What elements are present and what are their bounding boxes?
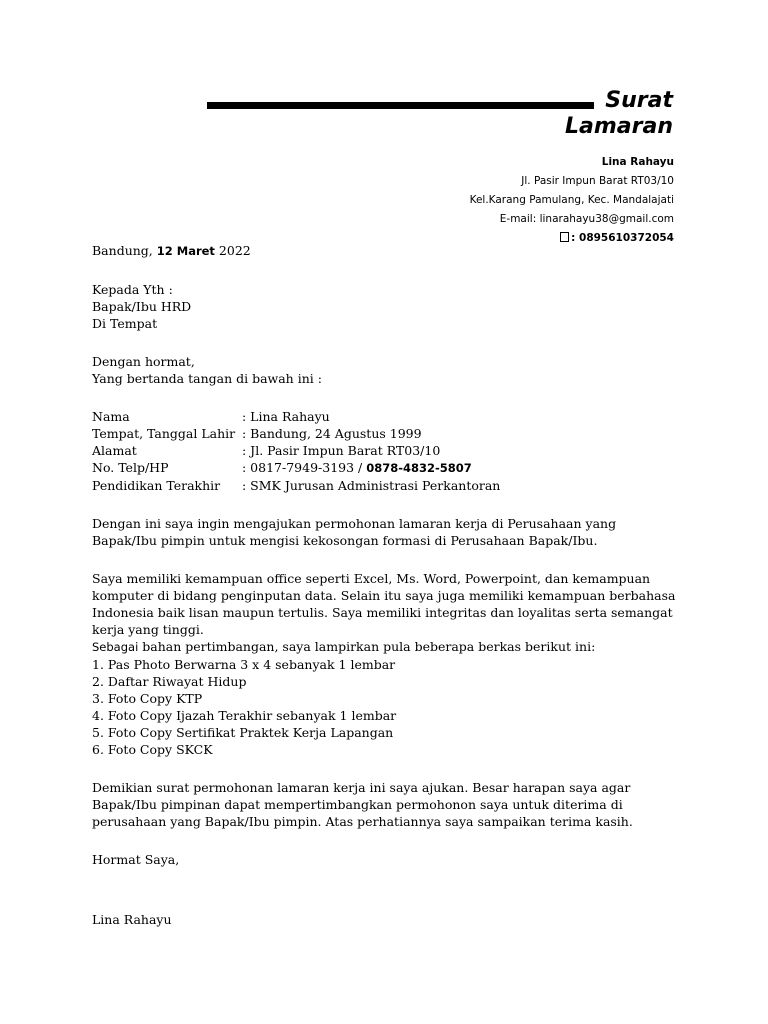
field-row [92,442,682,459]
field-row [92,425,682,442]
phone-value-1: : 0817-7949-3193 / [242,460,367,475]
field-row [92,408,682,425]
paragraph-2-line-4: kerja yang tinggi. [92,622,204,637]
list-item: 2. Daftar Riwayat Hidup [92,674,247,689]
list-item: 3. Foto Copy KTP [92,691,203,706]
field-row [92,477,682,494]
applicant-fields [92,408,682,494]
phone-value-2: 0878-4832-5807 [366,461,472,475]
recipient-line-1: Kepada Yth : [92,282,173,297]
paragraph-3-rest: bahan pertimbangan, saya lampirkan pula beberapa berkas berikut ini: [138,639,596,654]
field-label: Tempat, Tanggal Lahir [92,426,236,441]
date-value: 12 Maret [156,244,215,258]
paragraph-1-line-2: Bapak/Ibu pimpin untuk mengisi kekosongan formasi di Perusahaan Bapak/Ibu. [92,533,598,548]
title-bar [207,102,594,109]
attachment-list [92,656,682,758]
field-row [92,459,682,477]
sender-address-1: Jl. Pasir Impun Barat RT03/10 [521,175,674,187]
field-value: : Lina Rahayu [242,409,330,424]
recipient-line-2: Bapak/Ibu HRD [92,299,192,314]
phone-icon [560,232,569,242]
sign-off: Hormat Saya, [92,852,180,867]
list-item: 6. Foto Copy SKCK [92,742,213,757]
list-item: 5. Foto Copy Sertifikat Praktek Kerja Lapangan [92,725,394,740]
field-value: : Jl. Pasir Impun Barat RT03/10 [242,443,441,458]
field-label: No. Telp/HP [92,460,169,475]
paragraph-2-line-2: komputer di bidang penginputan data. Selain itu saya juga memiliki kemampuan berbahasa [92,588,676,603]
document-title [565,88,673,140]
greeting: Dengan hormat, [92,354,195,369]
field-label: Nama [92,409,130,424]
closing-line-3: perusahaan yang Bapak/Ibu pimpin. Atas perhatiannya saya sampaikan terima kasih. [92,814,633,829]
closing-line-2: Bapak/Ibu pimpinan dapat mempertimbangkan permohonon saya untuk diterima di [92,797,623,812]
list-item: 1. Pas Photo Berwarna 3 x 4 sebanyak 1 lembar [92,657,396,672]
sender-email: E-mail: linarahayu38@gmail.com [499,213,674,225]
recipient-line-3: Di Tempat [92,316,158,331]
paragraph-2-line-3: Indonesia baik lisan maupun tertulis. Saya memiliki integritas dan loyalitas serta semangat [92,605,673,620]
date-line [92,242,682,260]
list-item: 4. Foto Copy Ijazah Terakhir sebanyak 1 lembar [92,708,397,723]
letter-body [92,242,682,928]
field-label: Pendidikan Terakhir [92,478,221,493]
paragraph-3-lead: Sebagai [92,640,139,654]
paragraph-2-line-1: Saya memiliki kemampuan office seperti Excel, Ms. Word, Powerpoint, dan kemampuan [92,571,651,586]
title-line-1: Surat [605,88,673,113]
sender-name: Lina Rahayu [601,156,674,168]
title-line-2: Lamaran [565,114,673,139]
field-label: Alamat [92,443,137,458]
field-value [242,459,472,477]
date-year: 2022 [214,243,251,258]
signature-name: Lina Rahayu [92,912,172,927]
date-city: Bandung, [92,243,157,258]
paragraph-1-line-1: Dengan ini saya ingin mengajukan permohonan lamaran kerja di Perusahaan yang [92,516,617,531]
sender-phone-number: : 0895610372054 [571,232,674,244]
field-value: : Bandung, 24 Agustus 1999 [242,426,422,441]
sender-block [470,153,674,248]
sender-address-2: Kel.Karang Pamulang, Kec. Mandalajati [469,194,674,206]
paragraph-3 [92,638,682,656]
intro: Yang bertanda tangan di bawah ini : [92,371,322,386]
closing-line-1: Demikian surat permohonan lamaran kerja ini saya ajukan. Besar harapan saya agar [92,780,631,795]
field-value: : SMK Jurusan Administrasi Perkantoran [242,478,501,493]
